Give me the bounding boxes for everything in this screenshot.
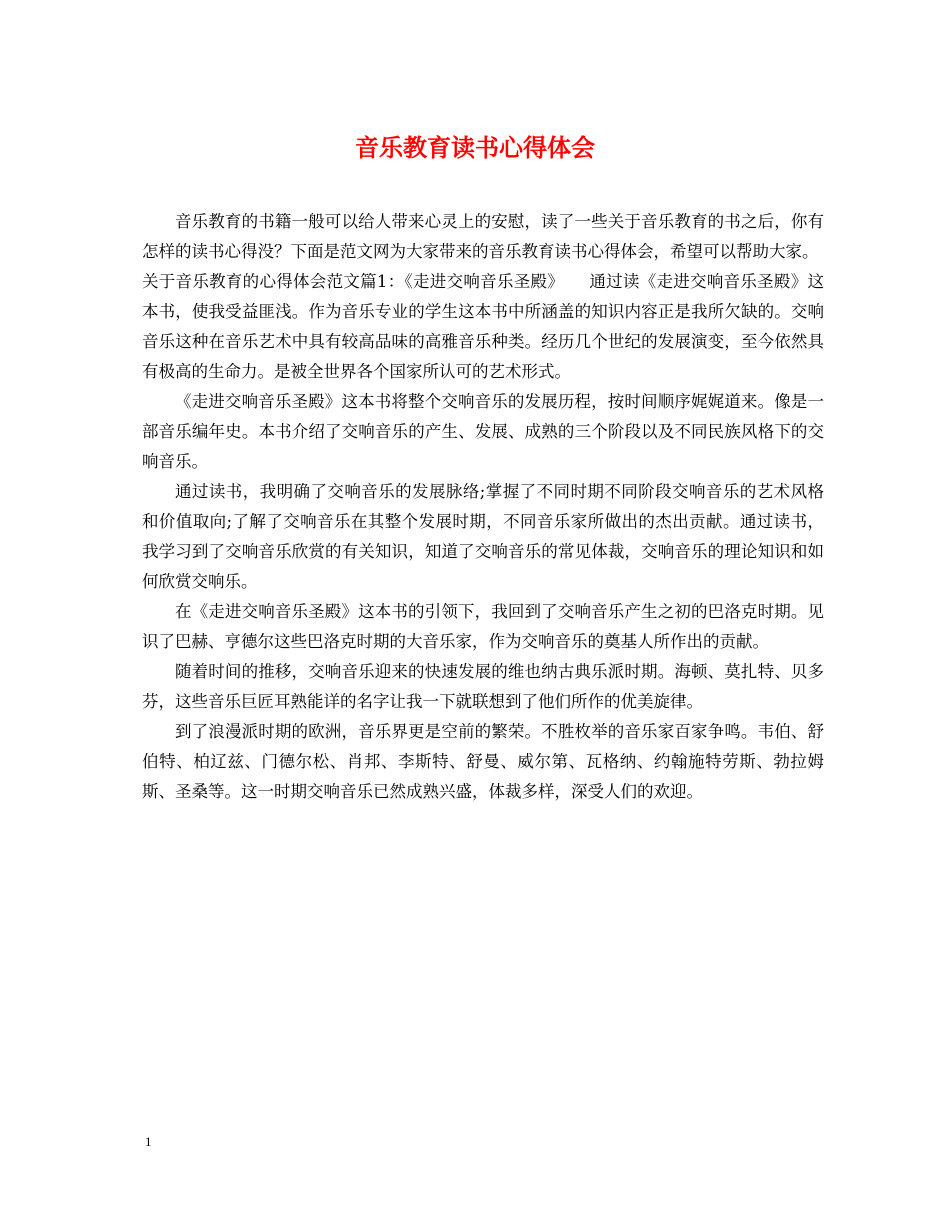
paragraph-learning: 通过读书，我明确了交响音乐的发展脉络;掌握了不同时期不同阶段交响音乐的艺术风格和价值取向;了解了交响音乐在其整个发展时期，不同音乐家所做出的杰出贡献。通过读书，我学习到了交响音乐欣赏的有关知识，知道了交响音乐的常见体裁，交响音乐的理论知识和如何欣赏交响乐。	[142, 482, 824, 591]
page-number: 1	[145, 1134, 152, 1149]
paragraph-section-heading: 关于音乐教育的心得体会范文篇1：《走进交响音乐圣殿》 通过读《走进交响音乐圣殿》这本书，使我受益匪浅。作为音乐专业的学生这本书中所涵盖的知识内容正是我所欠缺的。交响音乐这种在音乐艺术中具有较高品味的高雅音乐种类。经历几个世纪的发展演变，至今依然具有极高的生命力。是被全世界各个国家所认可的艺术形式。	[142, 272, 824, 381]
paragraph-classical: 随着时间的推移，交响音乐迎来的快速发展的维也纳古典乐派时期。海顿、莫扎特、贝多芬，这些音乐巨匠耳熟能详的名字让我一下就联想到了他们所作的优美旋律。	[142, 662, 824, 711]
paragraph-intro: 音乐教育的书籍一般可以给人带来心灵上的安慰，读了一些关于音乐教育的书之后，你有怎样的读书心得没？下面是范文网为大家带来的音乐教育读书心得体会，希望可以帮助大家。	[142, 212, 824, 261]
paragraph-baroque: 在《走进交响音乐圣殿》这本书的引领下，我回到了交响音乐产生之初的巴洛克时期。见识了巴赫、亨德尔这些巴洛克时期的大音乐家，作为交响音乐的奠基人所作出的贡献。	[142, 602, 824, 651]
paragraph-book-overview: 《走进交响音乐圣殿》这本书将整个交响音乐的发展历程，按时间顺序娓娓道来。像是一部音乐编年史。本书介绍了交响音乐的产生、发展、成熟的三个阶段以及不同民族风格下的交响音乐。	[142, 392, 824, 471]
paragraph-romantic: 到了浪漫派时期的欧洲，音乐界更是空前的繁荣。不胜枚举的音乐家百家争鸣。韦伯、舒伯特、柏辽兹、门德尔松、肖邦、李斯特、舒曼、威尔第、瓦格纳、约翰施特劳斯、勃拉姆斯、圣桑等。这一时期交响音乐已然成熟兴盛，体裁多样，深受人们的欢迎。	[142, 722, 824, 801]
document-title: 音乐教育读书心得体会	[355, 133, 595, 162]
document-body	[142, 207, 824, 807]
